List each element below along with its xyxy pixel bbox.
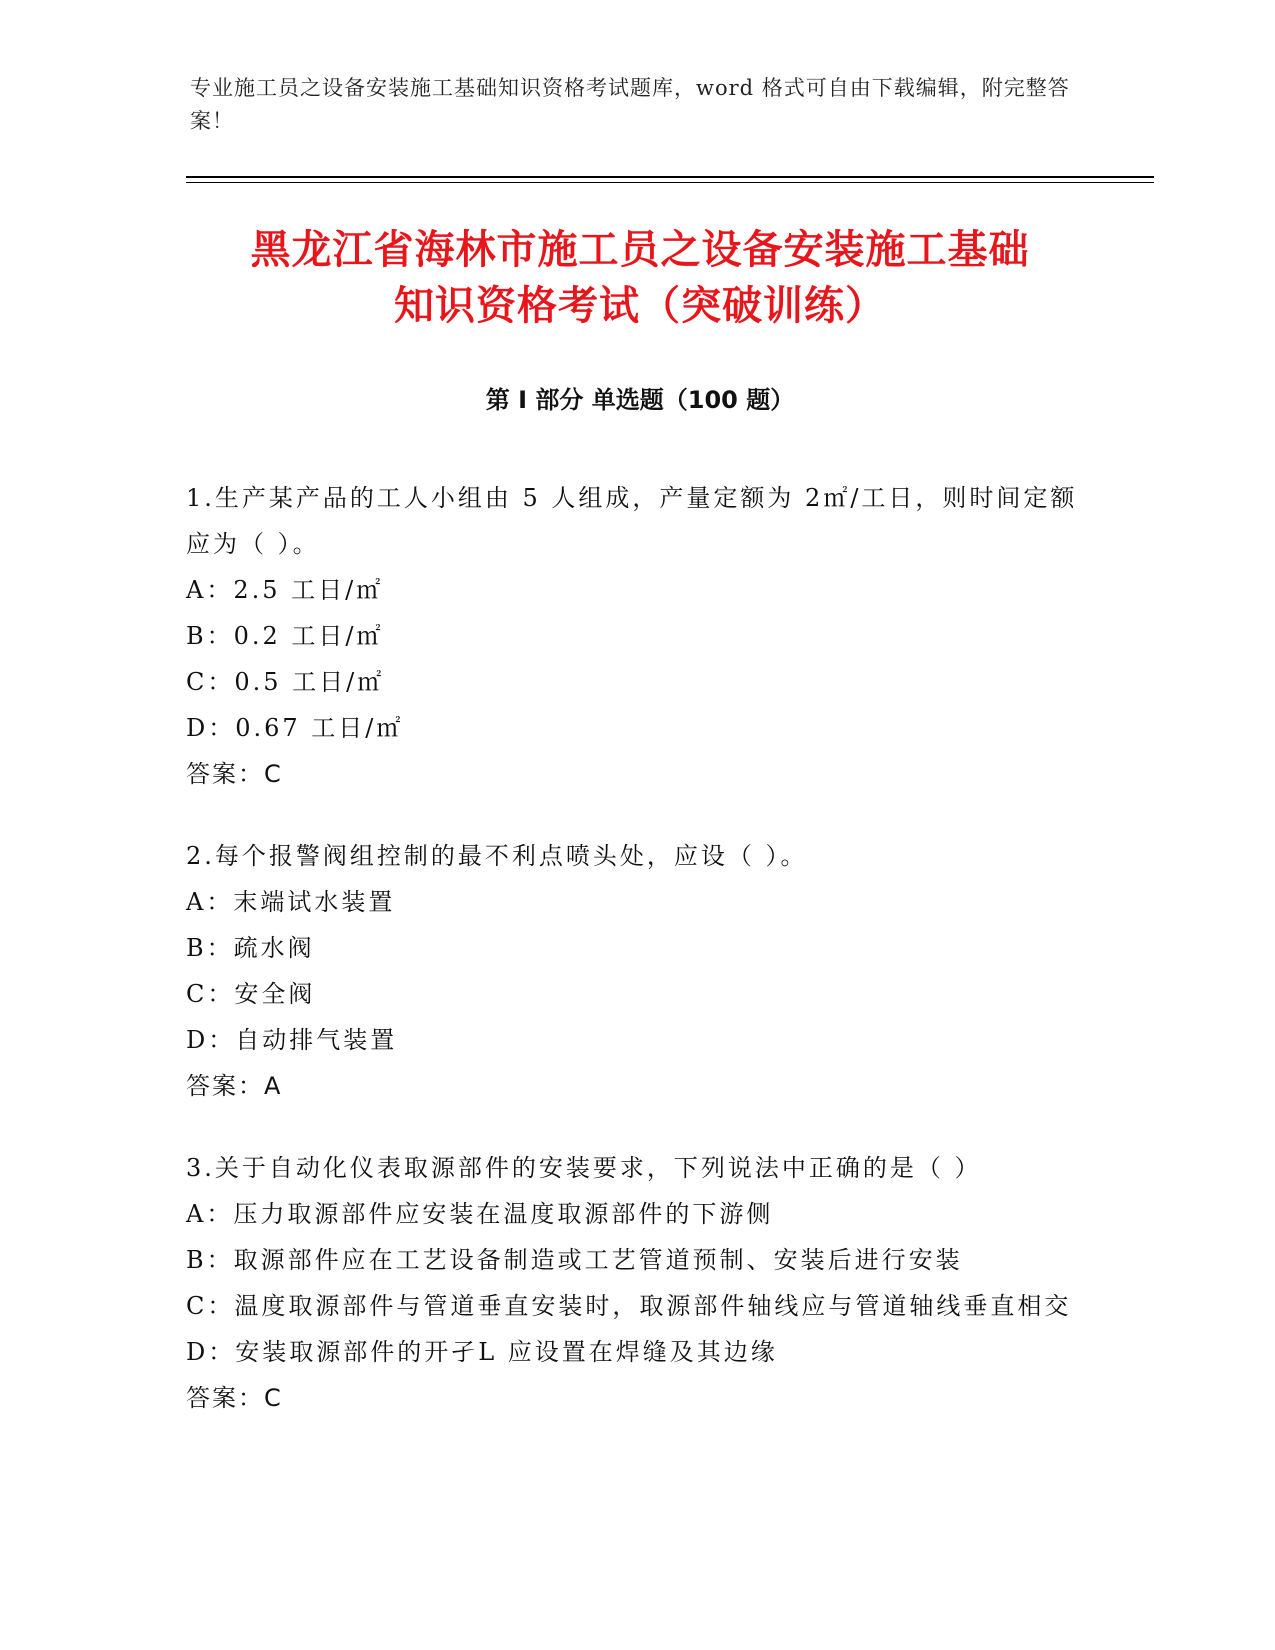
option-b: B：疏水阀	[186, 934, 315, 962]
option-d: D：0.67 工日/㎡	[186, 714, 404, 742]
option-b: B：0.2 工日/㎡	[186, 622, 384, 650]
option-d: D：安装取源部件的开孑L 应设置在焊缝及其边缘	[186, 1338, 778, 1366]
option-a: A：2.5 工日/㎡	[186, 576, 384, 604]
document-title-line-2: 知识资格考试（突破训练）	[394, 283, 886, 329]
option-c: C：0.5 工日/㎡	[186, 668, 385, 696]
question-3	[186, 1145, 1086, 1421]
question-text: 3.关于自动化仪表取源部件的安装要求，下列说法中正确的是（ ）	[186, 1154, 982, 1182]
option-b: B：取源部件应在工艺设备制造或工艺管道预制、安装后进行安装	[186, 1246, 963, 1274]
header-rule-thick	[186, 176, 1154, 178]
answer: 答案：C	[186, 1384, 283, 1412]
question-text: 1.生产某产品的工人小组由 5 人组成，产量定额为 2㎡/工日，则时间定额应为（ ）。	[186, 484, 1078, 558]
header-rule-thin	[186, 182, 1154, 183]
option-c: C：温度取源部件与管道垂直安装时，取源部件轴线应与管道轴线垂直相交	[186, 1292, 1072, 1320]
question-1	[186, 475, 1086, 797]
option-a: A：压力取源部件应安装在温度取源部件的下游侧	[186, 1200, 774, 1228]
answer: 答案：A	[186, 1072, 283, 1100]
question-text: 2.每个报警阀组控制的最不利点喷头处，应设（ ）。	[186, 842, 808, 870]
option-d: D：自动排气装置	[186, 1026, 398, 1054]
option-c: C：安全阀	[186, 980, 316, 1008]
document-title	[190, 222, 1090, 334]
document-title-line-1: 黑龙江省海林市施工员之设备安装施工基础	[250, 227, 1030, 273]
option-a: A：末端试水装置	[186, 888, 396, 916]
question-list	[186, 475, 1086, 1457]
section-title: 第 I 部分 单选题（100 题）	[485, 386, 795, 414]
header-note: 专业施工员之设备安装施工基础知识资格考试题库，word 格式可自由下载编辑，附完整答案！	[190, 76, 1070, 133]
question-2	[186, 833, 1086, 1109]
answer: 答案：C	[186, 760, 283, 788]
